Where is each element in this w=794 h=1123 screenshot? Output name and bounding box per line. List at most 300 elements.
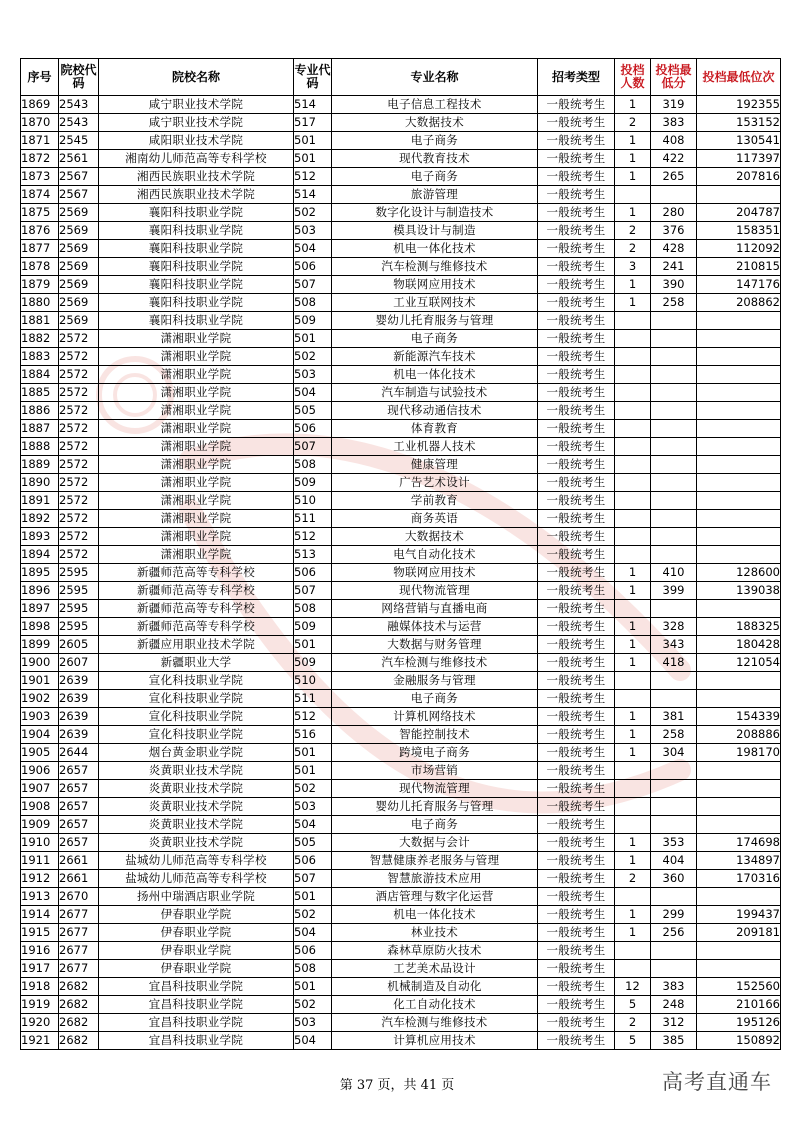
cell-major-code: 511	[294, 510, 332, 528]
cell-admit-count: 5	[615, 1032, 651, 1050]
cell-school-code: 2572	[59, 384, 99, 402]
cell-min-score: 319	[651, 96, 697, 114]
cell-admit-count	[615, 780, 651, 798]
cell-school-code: 2572	[59, 492, 99, 510]
cell-exam-type: 一般统考生	[538, 564, 615, 582]
cell-exam-type: 一般统考生	[538, 816, 615, 834]
cell-major-code: 504	[294, 1032, 332, 1050]
cell-school-name: 襄阳科技职业学院	[99, 276, 294, 294]
cell-min-rank	[697, 942, 781, 960]
cell-major-code: 507	[294, 438, 332, 456]
cell-exam-type: 一般统考生	[538, 492, 615, 510]
cell-exam-type: 一般统考生	[538, 744, 615, 762]
cell-major-code: 501	[294, 330, 332, 348]
cell-school-code: 2569	[59, 294, 99, 312]
table-row	[21, 402, 781, 420]
cell-major-name: 计算机网络技术	[332, 708, 538, 726]
table-row	[21, 258, 781, 276]
cell-major-code: 508	[294, 294, 332, 312]
cell-major-code: 501	[294, 744, 332, 762]
cell-major-name: 物联网应用技术	[332, 276, 538, 294]
cell-min-rank: 209181	[697, 924, 781, 942]
table-row	[21, 672, 781, 690]
cell-major-name: 智慧健康养老服务与管理	[332, 852, 538, 870]
cell-admit-count	[615, 798, 651, 816]
cell-exam-type: 一般统考生	[538, 276, 615, 294]
cell-major-code: 508	[294, 456, 332, 474]
cell-min-score: 304	[651, 744, 697, 762]
cell-admit-count: 12	[615, 978, 651, 996]
cell-min-rank: 204787	[697, 204, 781, 222]
cell-min-rank: 150892	[697, 1032, 781, 1050]
cell-exam-type: 一般统考生	[538, 330, 615, 348]
cell-exam-type: 一般统考生	[538, 762, 615, 780]
header-school-code: 院校代码	[59, 59, 99, 96]
cell-school-code: 2595	[59, 618, 99, 636]
cell-school-code: 2657	[59, 798, 99, 816]
cell-school-code: 2639	[59, 726, 99, 744]
cell-major-name: 化工自动化技术	[332, 996, 538, 1014]
cell-min-rank: 128600	[697, 564, 781, 582]
cell-major-code: 512	[294, 708, 332, 726]
cell-major-code: 501	[294, 762, 332, 780]
cell-admit-count	[615, 546, 651, 564]
cell-min-score	[651, 780, 697, 798]
cell-major-name: 工业互联网技术	[332, 294, 538, 312]
cell-seq: 1894	[21, 546, 59, 564]
cell-seq: 1910	[21, 834, 59, 852]
cell-major-name: 现代物流管理	[332, 582, 538, 600]
cell-exam-type: 一般统考生	[538, 150, 615, 168]
cell-school-code: 2572	[59, 528, 99, 546]
cell-seq: 1888	[21, 438, 59, 456]
cell-exam-type: 一般统考生	[538, 618, 615, 636]
cell-major-code: 506	[294, 942, 332, 960]
cell-major-code: 507	[294, 582, 332, 600]
cell-seq: 1915	[21, 924, 59, 942]
cell-school-name: 伊春职业学院	[99, 924, 294, 942]
table-row	[21, 168, 781, 186]
cell-min-score	[651, 438, 697, 456]
cell-min-rank: 170316	[697, 870, 781, 888]
cell-admit-count	[615, 888, 651, 906]
table-row	[21, 222, 781, 240]
cell-admit-count	[615, 528, 651, 546]
cell-school-code: 2661	[59, 870, 99, 888]
admission-table-container	[20, 58, 780, 1050]
table-body	[21, 96, 781, 1050]
table-row	[21, 132, 781, 150]
table-row	[21, 276, 781, 294]
cell-major-code: 516	[294, 726, 332, 744]
cell-min-rank: 130541	[697, 132, 781, 150]
cell-seq: 1908	[21, 798, 59, 816]
cell-school-code: 2595	[59, 600, 99, 618]
table-row	[21, 636, 781, 654]
cell-exam-type: 一般统考生	[538, 528, 615, 546]
cell-major-code: 508	[294, 960, 332, 978]
cell-admit-count: 2	[615, 114, 651, 132]
table-row	[21, 960, 781, 978]
cell-major-code: 504	[294, 924, 332, 942]
cell-major-name: 汽车检测与维修技术	[332, 654, 538, 672]
cell-seq: 1921	[21, 1032, 59, 1050]
table-row	[21, 1032, 781, 1050]
cell-school-name: 炎黄职业技术学院	[99, 762, 294, 780]
cell-major-code: 507	[294, 276, 332, 294]
cell-exam-type: 一般统考生	[538, 114, 615, 132]
cell-major-name: 智能控制技术	[332, 726, 538, 744]
header-exam-type: 招考类型	[538, 59, 615, 96]
cell-admit-count: 1	[615, 618, 651, 636]
cell-admit-count: 1	[615, 132, 651, 150]
cell-exam-type: 一般统考生	[538, 780, 615, 798]
cell-major-code: 505	[294, 402, 332, 420]
cell-major-name: 工业机器人技术	[332, 438, 538, 456]
header-major-name: 专业名称	[332, 59, 538, 96]
cell-admit-count: 1	[615, 582, 651, 600]
cell-seq: 1903	[21, 708, 59, 726]
cell-admit-count	[615, 600, 651, 618]
cell-major-name: 电子商务	[332, 132, 538, 150]
cell-seq: 1919	[21, 996, 59, 1014]
cell-seq: 1878	[21, 258, 59, 276]
table-row	[21, 312, 781, 330]
cell-min-score: 248	[651, 996, 697, 1014]
cell-major-name: 健康管理	[332, 456, 538, 474]
cell-seq: 1874	[21, 186, 59, 204]
cell-min-score	[651, 348, 697, 366]
cell-school-name: 炎黄职业技术学院	[99, 834, 294, 852]
cell-exam-type: 一般统考生	[538, 600, 615, 618]
table-row	[21, 546, 781, 564]
table-row	[21, 438, 781, 456]
cell-min-rank: 199437	[697, 906, 781, 924]
cell-exam-type: 一般统考生	[538, 978, 615, 996]
cell-major-code: 502	[294, 906, 332, 924]
cell-major-name: 物联网应用技术	[332, 564, 538, 582]
cell-admit-count	[615, 438, 651, 456]
cell-school-name: 宜昌科技职业学院	[99, 996, 294, 1014]
cell-seq: 1879	[21, 276, 59, 294]
cell-school-code: 2569	[59, 240, 99, 258]
cell-major-code: 514	[294, 96, 332, 114]
cell-seq: 1897	[21, 600, 59, 618]
cell-exam-type: 一般统考生	[538, 960, 615, 978]
cell-major-name: 大数据技术	[332, 528, 538, 546]
cell-min-rank: 121054	[697, 654, 781, 672]
cell-major-name: 森林草原防火技术	[332, 942, 538, 960]
cell-min-score: 360	[651, 870, 697, 888]
cell-school-code: 2607	[59, 654, 99, 672]
cell-min-score	[651, 474, 697, 492]
cell-min-score: 428	[651, 240, 697, 258]
cell-min-rank: 147176	[697, 276, 781, 294]
table-row	[21, 780, 781, 798]
cell-min-rank	[697, 420, 781, 438]
cell-min-score: 404	[651, 852, 697, 870]
cell-school-name: 宣化科技职业学院	[99, 672, 294, 690]
cell-min-rank	[697, 888, 781, 906]
cell-major-name: 机电一体化技术	[332, 240, 538, 258]
cell-major-code: 510	[294, 492, 332, 510]
cell-school-code: 2677	[59, 960, 99, 978]
cell-major-name: 电气自动化技术	[332, 546, 538, 564]
cell-major-name: 大数据技术	[332, 114, 538, 132]
cell-school-name: 盐城幼儿师范高等专科学校	[99, 870, 294, 888]
cell-exam-type: 一般统考生	[538, 798, 615, 816]
cell-min-score: 265	[651, 168, 697, 186]
cell-min-rank	[697, 600, 781, 618]
cell-seq: 1883	[21, 348, 59, 366]
cell-major-name: 汽车检测与维修技术	[332, 258, 538, 276]
cell-seq: 1891	[21, 492, 59, 510]
table-row	[21, 726, 781, 744]
cell-school-name: 襄阳科技职业学院	[99, 312, 294, 330]
cell-major-name: 学前教育	[332, 492, 538, 510]
cell-seq: 1914	[21, 906, 59, 924]
table-row	[21, 924, 781, 942]
cell-min-score	[651, 942, 697, 960]
table-row	[21, 96, 781, 114]
cell-major-name: 机电一体化技术	[332, 366, 538, 384]
cell-min-score	[651, 420, 697, 438]
table-row	[21, 240, 781, 258]
cell-major-name: 网络营销与直播电商	[332, 600, 538, 618]
cell-school-code: 2605	[59, 636, 99, 654]
cell-min-rank: 210815	[697, 258, 781, 276]
cell-major-code: 517	[294, 114, 332, 132]
cell-school-name: 咸宁职业技术学院	[99, 114, 294, 132]
table-row	[21, 996, 781, 1014]
cell-school-code: 2670	[59, 888, 99, 906]
cell-min-score: 299	[651, 906, 697, 924]
cell-admit-count: 1	[615, 906, 651, 924]
cell-major-code: 502	[294, 780, 332, 798]
cell-exam-type: 一般统考生	[538, 726, 615, 744]
header-min-rank: 投档最低位次	[697, 59, 781, 96]
cell-min-rank	[697, 438, 781, 456]
cell-school-name: 新疆师范高等专科学校	[99, 564, 294, 582]
table-row	[21, 366, 781, 384]
table-row	[21, 798, 781, 816]
cell-school-code: 2569	[59, 258, 99, 276]
cell-exam-type: 一般统考生	[538, 852, 615, 870]
cell-admit-count: 1	[615, 564, 651, 582]
cell-school-name: 宣化科技职业学院	[99, 726, 294, 744]
cell-min-score: 390	[651, 276, 697, 294]
cell-major-code: 505	[294, 834, 332, 852]
cell-exam-type: 一般统考生	[538, 204, 615, 222]
cell-major-code: 502	[294, 348, 332, 366]
cell-min-score	[651, 528, 697, 546]
cell-admit-count	[615, 672, 651, 690]
cell-exam-type: 一般统考生	[538, 888, 615, 906]
cell-major-name: 机电一体化技术	[332, 906, 538, 924]
cell-school-name: 新疆师范高等专科学校	[99, 600, 294, 618]
cell-admit-count	[615, 816, 651, 834]
cell-min-score	[651, 330, 697, 348]
cell-major-name: 婴幼儿托育服务与管理	[332, 798, 538, 816]
cell-min-rank: 174698	[697, 834, 781, 852]
header-school-name: 院校名称	[99, 59, 294, 96]
cell-seq: 1901	[21, 672, 59, 690]
cell-school-name: 宜昌科技职业学院	[99, 978, 294, 996]
cell-major-code: 510	[294, 672, 332, 690]
cell-school-code: 2569	[59, 276, 99, 294]
table-row	[21, 528, 781, 546]
cell-exam-type: 一般统考生	[538, 996, 615, 1014]
cell-school-code: 2572	[59, 546, 99, 564]
cell-min-rank: 134897	[697, 852, 781, 870]
cell-admit-count	[615, 420, 651, 438]
cell-major-code: 511	[294, 690, 332, 708]
cell-major-name: 汽车制造与试验技术	[332, 384, 538, 402]
cell-exam-type: 一般统考生	[538, 1032, 615, 1050]
cell-seq: 1916	[21, 942, 59, 960]
table-row	[21, 510, 781, 528]
cell-admit-count: 1	[615, 204, 651, 222]
cell-admit-count: 1	[615, 924, 651, 942]
cell-min-score	[651, 492, 697, 510]
cell-seq: 1912	[21, 870, 59, 888]
cell-min-score: 383	[651, 114, 697, 132]
cell-school-name: 宣化科技职业学院	[99, 708, 294, 726]
cell-exam-type: 一般统考生	[538, 294, 615, 312]
cell-school-code: 2682	[59, 1032, 99, 1050]
cell-admit-count: 1	[615, 276, 651, 294]
cell-exam-type: 一般统考生	[538, 312, 615, 330]
cell-exam-type: 一般统考生	[538, 438, 615, 456]
cell-seq: 1913	[21, 888, 59, 906]
cell-min-rank: 180428	[697, 636, 781, 654]
cell-major-code: 504	[294, 384, 332, 402]
header-major-code: 专业代码	[294, 59, 332, 96]
cell-min-rank	[697, 492, 781, 510]
cell-admit-count: 1	[615, 726, 651, 744]
table-row	[21, 114, 781, 132]
cell-seq: 1907	[21, 780, 59, 798]
cell-min-rank: 152560	[697, 978, 781, 996]
cell-exam-type: 一般统考生	[538, 942, 615, 960]
cell-school-name: 潇湘职业学院	[99, 348, 294, 366]
cell-min-rank	[697, 402, 781, 420]
cell-seq: 1893	[21, 528, 59, 546]
cell-exam-type: 一般统考生	[538, 384, 615, 402]
cell-exam-type: 一般统考生	[538, 366, 615, 384]
cell-seq: 1884	[21, 366, 59, 384]
table-row	[21, 420, 781, 438]
table-row	[21, 564, 781, 582]
cell-school-code: 2661	[59, 852, 99, 870]
cell-min-score: 385	[651, 1032, 697, 1050]
cell-admit-count	[615, 942, 651, 960]
cell-school-name: 伊春职业学院	[99, 942, 294, 960]
cell-major-name: 大数据与会计	[332, 834, 538, 852]
cell-school-code: 2572	[59, 330, 99, 348]
cell-seq: 1904	[21, 726, 59, 744]
cell-admit-count	[615, 474, 651, 492]
cell-min-score: 241	[651, 258, 697, 276]
cell-admit-count: 5	[615, 996, 651, 1014]
cell-min-rank	[697, 474, 781, 492]
cell-school-name: 襄阳科技职业学院	[99, 240, 294, 258]
cell-seq: 1906	[21, 762, 59, 780]
cell-school-code: 2561	[59, 150, 99, 168]
cell-min-score: 343	[651, 636, 697, 654]
cell-major-name: 汽车检测与维修技术	[332, 1014, 538, 1032]
cell-admit-count: 2	[615, 1014, 651, 1032]
cell-major-name: 金融服务与管理	[332, 672, 538, 690]
cell-admit-count	[615, 186, 651, 204]
cell-school-code: 2677	[59, 924, 99, 942]
cell-school-name: 潇湘职业学院	[99, 402, 294, 420]
cell-school-name: 盐城幼儿师范高等专科学校	[99, 852, 294, 870]
cell-min-score	[651, 312, 697, 330]
cell-seq: 1911	[21, 852, 59, 870]
cell-school-code: 2639	[59, 690, 99, 708]
cell-school-code: 2543	[59, 114, 99, 132]
cell-school-code: 2639	[59, 708, 99, 726]
cell-school-name: 潇湘职业学院	[99, 546, 294, 564]
cell-min-rank	[697, 348, 781, 366]
cell-min-score	[651, 798, 697, 816]
cell-admit-count	[615, 348, 651, 366]
cell-school-code: 2567	[59, 186, 99, 204]
table-row	[21, 492, 781, 510]
cell-min-score	[651, 186, 697, 204]
cell-min-score: 376	[651, 222, 697, 240]
cell-major-name: 林业技术	[332, 924, 538, 942]
table-row	[21, 708, 781, 726]
cell-seq: 1920	[21, 1014, 59, 1032]
header-seq: 序号	[21, 59, 59, 96]
cell-school-name: 炎黄职业技术学院	[99, 816, 294, 834]
cell-min-rank	[697, 312, 781, 330]
cell-school-code: 2657	[59, 762, 99, 780]
cell-admit-count: 3	[615, 258, 651, 276]
cell-admit-count	[615, 492, 651, 510]
cell-school-name: 新疆职业大学	[99, 654, 294, 672]
cell-major-name: 商务英语	[332, 510, 538, 528]
table-row	[21, 942, 781, 960]
cell-min-rank	[697, 960, 781, 978]
cell-school-code: 2682	[59, 996, 99, 1014]
cell-seq: 1881	[21, 312, 59, 330]
cell-min-score	[651, 366, 697, 384]
cell-exam-type: 一般统考生	[538, 132, 615, 150]
cell-seq: 1900	[21, 654, 59, 672]
cell-seq: 1870	[21, 114, 59, 132]
cell-school-code: 2572	[59, 420, 99, 438]
cell-school-name: 襄阳科技职业学院	[99, 204, 294, 222]
cell-min-rank	[697, 546, 781, 564]
cell-major-name: 广告艺术设计	[332, 474, 538, 492]
cell-school-code: 2682	[59, 1014, 99, 1032]
cell-min-score: 422	[651, 150, 697, 168]
cell-exam-type: 一般统考生	[538, 1014, 615, 1032]
cell-school-name: 潇湘职业学院	[99, 492, 294, 510]
cell-school-code: 2569	[59, 204, 99, 222]
cell-seq: 1875	[21, 204, 59, 222]
cell-exam-type: 一般统考生	[538, 924, 615, 942]
cell-min-score: 258	[651, 294, 697, 312]
cell-school-code: 2572	[59, 474, 99, 492]
cell-school-name: 襄阳科技职业学院	[99, 294, 294, 312]
cell-major-name: 现代移动通信技术	[332, 402, 538, 420]
cell-major-code: 501	[294, 150, 332, 168]
cell-school-name: 新疆应用职业技术学院	[99, 636, 294, 654]
